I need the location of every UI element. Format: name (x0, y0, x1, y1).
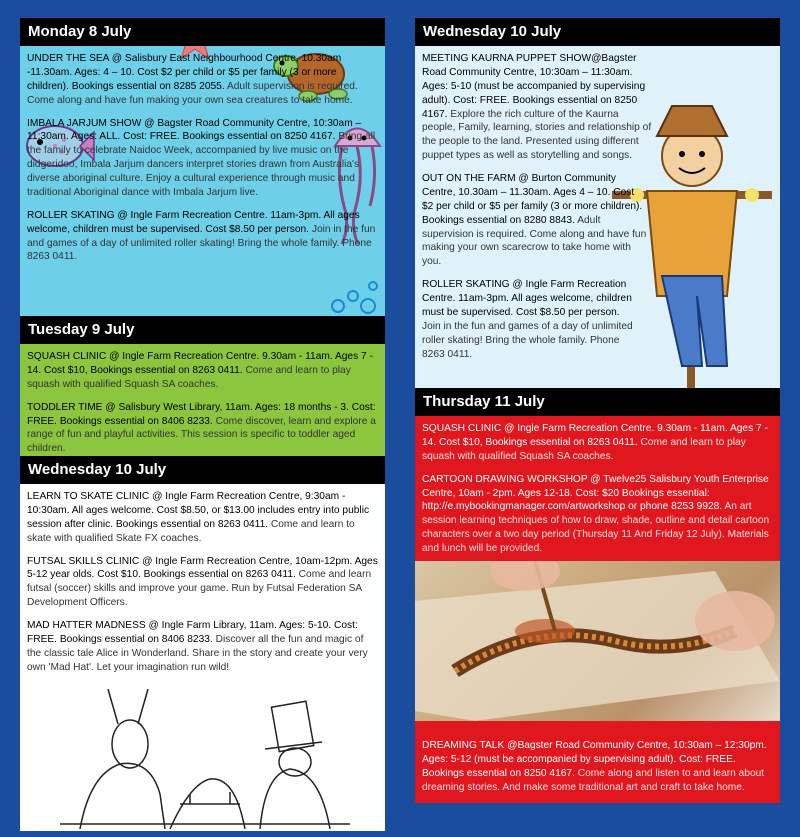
event-squash-clinic (27, 350, 378, 392)
event-description: Bring all the family to celebrate Naidoc Week, accompanied by live music on the didgeridoo, Imbala Jarjum dancers interpret stories drawn from Australia's diverse aboriginal culture. Enjoy a cultural experience through music and traditional Aboriginal dance with Imbala Jarjum live. (27, 131, 376, 198)
event-imbala-jarjum (27, 117, 378, 200)
event-futsal-clinic (27, 555, 378, 611)
event-description: Come and learn to play squash with qualified Squash SA coaches. (27, 364, 351, 390)
event-title: FUTSAL SKILLS CLINIC @ Ingle Farm Recreation Centre, 10am-12pm. Ages 5-12 year olds. Cost $10. Bookings essential on 8263 0411. (27, 555, 378, 581)
event-title: DREAMING TALK @Bagster Road Community Centre, 10:30am – 12:30pm. Ages: 5-12 (must be accompanied by supervising adult). Cost: FREE. Bookings essential on 8250 4167. (422, 740, 767, 779)
event-description: Adult supervision is required. Come along and have fun making your own sea creatures to take home. (27, 80, 358, 106)
event-title: CARTOON DRAWING WORKSHOP @ Twelve25 Salisbury Youth Enterprise Centre, 10am - 2pm. Ages 12-18. Cost: $20 Bookings essential: http://e.mybookingmanager.com/artworkshop or phone 8253 9928. (422, 473, 769, 513)
wednesday-panel-right (415, 46, 780, 388)
event-description: Come discover, learn and explore a range of fun and playful activities. This session is specific to toddler aged children. (27, 415, 376, 455)
event-title: ROLLER SKATING @ Ingle Farm Recreation Centre. 11am-3pm. All ages welcome, children must be supervised. Cost $8.50 per person. (27, 209, 360, 235)
event-title: MEETING KAURNA PUPPET SHOW@Bagster Road Community Centre, 10:30am – 11:30am. Ages: 5-10 (must be accompanied by supervising adult). Cost: FREE. Bookings essential on 8250 4167. (422, 53, 646, 120)
event-title: ROLLER SKATING @ Ingle Farm Recreation Centre. 11am-3pm. All ages welcome, children must be supervised. Cost $8.50 per person. (422, 279, 632, 318)
event-roller-skating-right (422, 278, 637, 361)
thursday-header: Thursday 11 July (415, 388, 780, 416)
event-kaurna-puppet-show (422, 52, 652, 163)
event-under-the-sea (27, 52, 378, 108)
event-title: UNDER THE SEA @ Salisbury East Neighbourhood Centre, 10.30am -11.30am. Ages: 4 – 10. Cost $2 per child or $5 per family (3 or more children). Bookings essential on 8285 2055. (27, 53, 342, 92)
event-out-on-the-farm (422, 172, 647, 269)
mad-hatter-illustration (60, 684, 350, 829)
event-squash-clinic-thursday (422, 422, 773, 464)
event-title: SQUASH CLINIC @ Ingle Farm Recreation Centre. 9.30am - 11am. Ages 7 - 14. Cost $10, Bookings essential on 8263 0411. (422, 423, 768, 448)
event-title: MAD HATTER MADNESS @ Ingle Farm Library, 11am. Ages: 5-10. Cost: FREE. Bookings essential on 8406 8233. (27, 620, 358, 645)
monday-panel (20, 46, 385, 316)
event-description: An art session learning techniques of how to draw, shade, outline and detail cartoon characters over a two day period (Thursday 11 And Friday 12 July). Materials and lunch will be provided. (422, 501, 770, 554)
event-mad-hatter (27, 619, 378, 675)
event-description: Come and learn to skate with qualified Skate FX coaches. (27, 518, 355, 544)
right-column (415, 18, 780, 825)
wednesday-header-left: Wednesday 10 July (20, 456, 385, 484)
dreaming-talk-panel (415, 721, 780, 803)
event-dreaming-talk (422, 739, 773, 795)
event-description: Join in the fun and games of a day of unlimited roller skating! Bring the whole family. Phone 8263 0411. (422, 320, 633, 360)
event-description: Discover all the fun and magic of the classic tale Alice in Wonderland. Share in the story and create your very own 'Mad Hat'. Let your imagination run wild! (27, 633, 368, 673)
tuesday-header: Tuesday 9 July (20, 316, 385, 344)
left-column (20, 18, 385, 825)
bubbles-icon (328, 276, 383, 316)
event-toddler-time (27, 401, 378, 456)
tuesday-panel (20, 344, 385, 456)
event-description: Join in the fun and games of a day of unlimited roller skating! Bring the whole family. Phone 8263 0411. (27, 223, 376, 263)
monday-header: Monday 8 July (20, 18, 385, 46)
event-description: Explore the rich culture of the Kaurna people, Family, learning, stories and relationship of the people to the land. Presented using different puppet types as well as storytelling and songs. (422, 108, 652, 162)
thursday-panel (415, 416, 780, 561)
event-title: OUT ON THE FARM @ Burton Community Centre, 10.30am – 11.30am. Ages 4 – 10. Cost $2 per child or $5 per family (3 or more children). Bookings essential on 8280 8843. (422, 173, 643, 226)
event-description: Adult supervision is required. Come along and have fun making your own scarecrow to take home with you. (422, 214, 647, 268)
aboriginal-art-photo (415, 561, 780, 721)
event-title: TODDLER TIME @ Salisbury West Library, 11am. Ages: 18 months - 3. Cost: FREE. Bookings essential on 8406 8233. (27, 401, 376, 427)
event-title: IMBALA JARJUM SHOW @ Bagster Road Community Centre, 10:30am – 11:30am. Ages: ALL. Cost: FREE. Bookings essential on 8250 4167. (27, 117, 362, 143)
event-description: Come and learn to play squash with qualified Squash SA coaches. (422, 436, 746, 462)
event-description: Come and learn futsal (soccer) skills and improve your game. Run by Futsal Federation SA Development Officers. (27, 569, 372, 609)
wednesday-panel-left (20, 484, 385, 831)
wednesday-header-right: Wednesday 10 July (415, 18, 780, 46)
event-title: SQUASH CLINIC @ Ingle Farm Recreation Centre. 9.30am - 11am. Ages 7 - 14. Cost $10, Bookings essential on 8263 0411. (27, 351, 373, 376)
event-cartoon-drawing (422, 473, 773, 556)
event-description: Come along and listen to and learn about dreaming stories. And make some traditional art and craft to take home. (422, 767, 765, 793)
event-learn-to-skate (27, 490, 378, 546)
event-roller-skating (27, 209, 378, 265)
event-title: LEARN TO SKATE CLINIC @ Ingle Farm Recreation Centre, 9:30am - 10:30am. All ages welcome. Cost $8.50, or $13.00 includes entry into public session after clinic. Bookings essential on 8263 0411. (27, 491, 370, 530)
painting-artwork (415, 561, 780, 721)
